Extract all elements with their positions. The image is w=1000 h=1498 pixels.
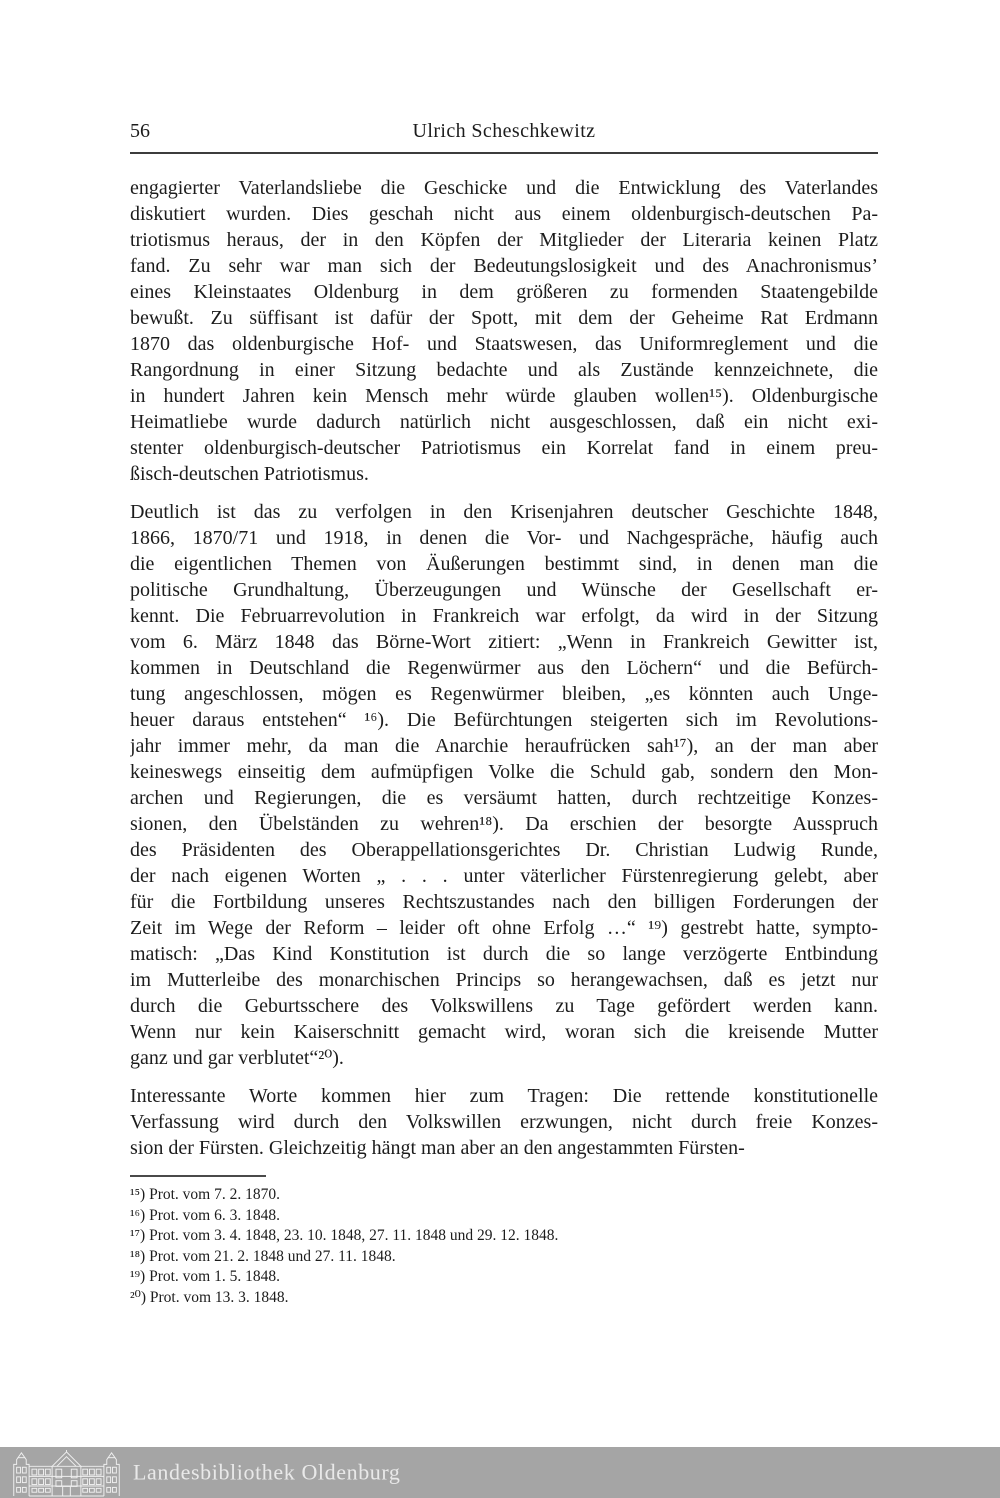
paragraph	[130, 499, 878, 1071]
paragraph	[130, 1083, 878, 1161]
text-line: politische Grundhaltung, Überzeugungen und Wünsche der Gesellschaft er-	[130, 579, 878, 601]
text-line: durch die Geburtsschere des Volkswillens zu Tage gefördert werden kann.	[130, 995, 878, 1017]
text-line: die eigentlichen Themen von Äußerungen bestimmt sind, in denen man die	[130, 553, 878, 575]
library-building-icon	[8, 1450, 125, 1497]
text-line: engagierter Vaterlandsliebe die Geschicke und die Entwicklung des Vaterlandes	[130, 177, 878, 199]
text-line: Verfassung wird durch den Volkswillen erzwungen, nicht durch freie Konzes-	[130, 1111, 878, 1133]
text-line: keineswegs einseitig dem aufmüpfigen Volke die Schuld gab, sondern den Mon-	[130, 761, 878, 783]
text-line: Deutlich ist das zu verfolgen in den Krisenjahren deutscher Geschichte 1848,	[130, 501, 878, 523]
text-line: vom 6. März 1848 das Börne-Wort zitiert: „Wenn in Frankreich Gewitter ist,	[130, 631, 878, 653]
text-line: Zeit im Wege der Reform – leider oft ohne Erfolg …“ ¹⁹) gestrebt hatte, sympto-	[130, 917, 878, 939]
page-number: 56	[130, 120, 150, 142]
text-line: heuer daraus entstehen“ ¹⁶). Die Befürchtungen steigerten sich im Revolutions-	[130, 709, 878, 731]
text-line: Wenn nur kein Kaiserschnitt gemacht wird, woran sich die kreisende Mutter	[130, 1021, 878, 1043]
text-line: der nach eigenen Worten „ . . . unter väterlicher Fürstenregierung gelebt, aber	[130, 865, 878, 887]
text-line: kennt. Die Februarrevolution in Frankreich war erfolgt, da wird in der Sitzung	[130, 605, 878, 627]
text-line: jahr immer mehr, da man die Anarchie heraufrücken sah¹⁷), an der man aber	[130, 735, 878, 757]
running-title: Ulrich Scheschkewitz	[412, 120, 596, 142]
text-line: fand. Zu sehr war man sich der Bedeutungslosigkeit und des Anachronismus’	[130, 255, 878, 277]
text-line: des Präsidenten des Oberappellationsgerichtes Dr. Christian Ludwig Runde,	[130, 839, 878, 861]
library-name-label: Landesbibliothek Oldenburg	[133, 1458, 401, 1484]
page-header	[130, 118, 878, 154]
footnotes-list	[130, 1185, 878, 1308]
footnote-separator	[130, 1175, 266, 1177]
text-line: für die Fortbildung unseres Rechtszustandes nach den billigen Forderungen der	[130, 891, 878, 913]
footnote-line: ¹⁹) Prot. vom 1. 5. 1848.	[130, 1268, 280, 1285]
text-line: matisch: „Das Kind Konstitution ist durch die so lange verzögerte Entbindung	[130, 943, 878, 965]
text-line: triotismus heraus, der in den Köpfen der Mitglieder der Literaria keinen Platz	[130, 229, 878, 251]
text-line: eines Kleinstaates Oldenburg in dem größeren zu formenden Staatengebilde	[130, 281, 878, 303]
text-line: tung angeschlossen, mögen es Regenwürmer bleiben, „es könnten auch Unge-	[130, 683, 878, 705]
footnote-line: ²⁰) Prot. vom 13. 3. 1848.	[130, 1288, 289, 1306]
text-line: Interessante Worte kommen hier zum Tragen: Die rettende konstitutionelle	[130, 1085, 878, 1107]
footnote-line: ¹⁷) Prot. vom 3. 4. 1848, 23. 10. 1848, 27. 11. 1848 und 29. 12. 1848.	[130, 1227, 559, 1244]
text-line: 1870 das oldenburgische Hof- und Staatswesen, das Uniformreglement und die	[130, 333, 878, 355]
text-line: Rangordnung in einer Sitzung bedachte und als Zustände kennzeichnete, die	[130, 359, 878, 381]
paragraph	[130, 175, 878, 487]
text-line: Heimatliebe wurde dadurch natürlich nicht ausgeschlossen, daß ein nicht exi-	[130, 411, 878, 433]
text-line: kommen in Deutschland die Regenwürmer aus den Löchern“ und die Befürch-	[130, 657, 878, 679]
text-line: in hundert Jahren kein Mensch mehr würde glauben wollen¹⁵). Oldenburgische	[130, 385, 878, 407]
text-line: diskutiert wurden. Dies geschah nicht aus einem oldenburgisch-deutschen Pa-	[130, 203, 878, 225]
text-line: im Mutterleibe des monarchischen Princips so herangewachsen, daß es jetzt nur	[130, 969, 878, 991]
footnote-line: ¹⁸) Prot. vom 21. 2. 1848 und 27. 11. 1848.	[130, 1247, 396, 1265]
text-line: bewußt. Zu süffisant ist dafür der Spott, mit dem der Geheime Rat Erdmann	[130, 307, 878, 329]
body-text	[130, 175, 878, 1161]
text-line: 1866, 1870/71 und 1918, in denen die Vor- und Nachgespräche, häufig auch	[130, 527, 878, 549]
text-line: ßisch-deutschen Patriotismus.	[130, 463, 369, 485]
text-line: sion der Fürsten. Gleichzeitig hängt man aber an den angestammten Fürsten-	[130, 1137, 745, 1159]
text-line: ganz und gar verblutet“²⁰).	[130, 1047, 344, 1069]
page-content	[130, 118, 878, 1308]
footnote-line: ¹⁶) Prot. vom 6. 3. 1848.	[130, 1206, 280, 1224]
text-line: archen und Regierungen, die es versäumt hatten, durch rechtzeitige Konzes-	[130, 787, 878, 809]
footnote-line: ¹⁵) Prot. vom 7. 2. 1870.	[130, 1186, 280, 1203]
text-line: stenter oldenburgisch-deutscher Patriotismus ein Korrelat fand in einem preu-	[130, 437, 878, 459]
text-line: sionen, den Übelständen zu wehren¹⁸). Da erschien der besorgte Ausspruch	[130, 813, 878, 835]
footer-bar	[0, 1447, 1000, 1498]
